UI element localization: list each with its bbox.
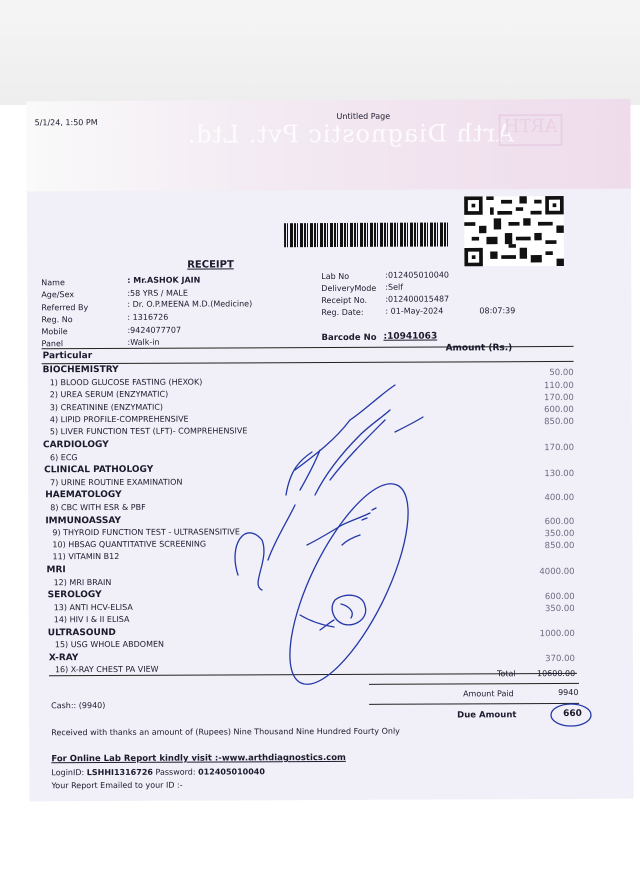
- password-value: 012405010040: [198, 767, 265, 777]
- line-item: 11) VITAMIN B12: [52, 551, 120, 562]
- login-label: LoginID:: [51, 768, 85, 778]
- line-item: 16) X-RAY CHEST PA VIEW: [54, 664, 159, 675]
- line-item-amount: 600.00: [544, 404, 574, 416]
- logo-watermark: ARTH: [499, 114, 563, 146]
- online-report-link[interactable]: For Online Lab Report kindly visit :-www.arthdiagnostics.com: [51, 752, 346, 765]
- line-item-amount: 50.00: [549, 367, 574, 379]
- line-item-amount: 850.00: [544, 416, 574, 428]
- due-amount-label: Due Amount: [457, 710, 517, 721]
- line-item: 13) ANTI HCV-ELISA: [53, 602, 133, 613]
- received-statement: Received with thanks an amount of (Rupees) Nine Thousand Nine Hundred Fourty Only: [51, 726, 400, 738]
- print-page-title: Untitled Page: [336, 111, 391, 121]
- paid-underline: [369, 703, 579, 705]
- patient-value: :9424077707: [127, 325, 182, 335]
- cash-payment: Cash:: (9940): [51, 700, 106, 711]
- line-item-amount: 1000.00: [539, 628, 575, 640]
- total-label: Total: [496, 669, 516, 679]
- lab-value: :Self: [385, 282, 404, 292]
- barcode-number: :10941063: [383, 331, 438, 342]
- line-item-amount: 4000.00: [539, 566, 575, 578]
- patient-label: Mobile: [41, 327, 68, 337]
- section-heading: ULTRASOUND: [47, 627, 116, 639]
- patient-value: :58 YRS / MALE: [127, 288, 188, 298]
- line-item: 4) LIPID PROFILE-COMPREHENSIVE: [49, 414, 189, 425]
- patient-value: : Mr.ASHOK JAIN: [127, 275, 201, 285]
- qr-code-icon: [460, 196, 568, 266]
- receipt-paper: [26, 99, 633, 802]
- patient-value: : Dr. O.P.MEENA M.D.(Medicine): [127, 299, 253, 309]
- section-heading: BIOCHEMISTRY: [42, 364, 119, 376]
- line-item: 5) LIVER FUNCTION TEST (LFT)- COMPREHENSIVE: [49, 426, 248, 437]
- patient-label: Reg. No: [41, 315, 73, 325]
- line-item-amount: 400.00: [544, 492, 575, 504]
- patient-label: Name: [41, 278, 65, 288]
- line-item: 3) CREATININE (ENZYMATIC): [49, 402, 164, 413]
- line-item: 2) UREA SERUM (ENZYMATIC): [49, 389, 169, 400]
- section-heading: CARDIOLOGY: [42, 439, 109, 451]
- column-particular: Particular: [42, 351, 93, 362]
- section-heading: HAEMATOLOGY: [45, 489, 122, 501]
- company-watermark: Arth Diagnostic Pvt. Ltd.: [186, 119, 514, 149]
- section-heading: X-RAY: [48, 653, 79, 664]
- due-amount-value: 660: [563, 708, 582, 719]
- line-item-amount: 130.00: [544, 468, 575, 480]
- line-item-amount: 170.00: [544, 442, 575, 454]
- print-datetime: 5/1/24, 1:50 PM: [34, 118, 98, 128]
- lab-value: : 01-May-2024: [385, 306, 444, 316]
- patient-label: Panel: [41, 339, 64, 349]
- barcode-image: [284, 222, 449, 247]
- reg-time: 08:07:39: [479, 306, 516, 316]
- section-heading: CLINICAL PATHOLOGY: [44, 464, 154, 476]
- line-item-amount: 350.00: [544, 603, 575, 615]
- patient-value: :Walk-in: [127, 337, 160, 347]
- lab-label: Lab No: [321, 271, 350, 282]
- lab-label: Reg. Date:: [321, 307, 364, 318]
- section-heading: SEROLOGY: [47, 589, 102, 601]
- line-item: 6) ECG: [50, 453, 78, 463]
- patient-value: : 1316726: [127, 312, 169, 322]
- password-label: Password:: [155, 767, 196, 777]
- amount-paid-label: Amount Paid: [463, 689, 514, 699]
- line-item: 14) HIV I & II ELISA: [53, 614, 130, 625]
- line-item-amount: 850.00: [544, 540, 575, 552]
- line-item: 7) URINE ROUTINE EXAMINATION: [50, 477, 183, 488]
- patient-label: Age/Sex: [41, 290, 75, 300]
- lab-value: :012405010040: [385, 270, 450, 280]
- section-heading: IMMUNOASSAY: [45, 515, 121, 527]
- section-heading: MRI: [46, 565, 66, 576]
- line-item: 1) BLOOD GLUCOSE FASTING (HEXOK): [49, 377, 203, 388]
- line-item: 12) MRI BRAIN: [53, 577, 112, 588]
- email-note: Your Report Emailed to your ID :-: [51, 780, 183, 791]
- column-amount: Amount (Rs.): [445, 343, 513, 354]
- barcode-label: Barcode No: [321, 332, 377, 344]
- line-item: 9) THYROID FUNCTION TEST - ULTRASENSITIVE: [52, 527, 240, 538]
- line-item-amount: 170.00: [544, 392, 574, 404]
- login-row: [51, 767, 265, 777]
- lab-label: Receipt No.: [321, 295, 368, 306]
- line-item-amount: 600.00: [544, 591, 575, 603]
- login-id: LSHHI1316726: [86, 767, 153, 778]
- patient-label: Referred By: [41, 303, 89, 313]
- line-item-amount: 600.00: [544, 516, 575, 528]
- line-item-amount: 370.00: [545, 653, 575, 665]
- receipt-title: RECEIPT: [187, 259, 234, 271]
- scan-background: [0, 0, 640, 105]
- table-header-bottom-rule: [42, 361, 574, 364]
- total-underline: [369, 683, 579, 685]
- line-item: 10) HBSAG QUANTITATIVE SCREENING: [52, 539, 207, 550]
- amount-paid-value: 9940: [558, 687, 579, 698]
- lab-label: DeliveryMode: [321, 283, 377, 294]
- line-item: 8) CBC WITH ESR & PBF: [50, 502, 146, 513]
- line-item-amount: 350.00: [544, 528, 575, 540]
- total-value: 10600.00: [536, 668, 576, 679]
- line-item-amount: 110.00: [543, 380, 574, 392]
- line-item: 15) USG WHOLE ABDOMEN: [54, 639, 165, 650]
- lab-value: :012400015487: [385, 294, 450, 304]
